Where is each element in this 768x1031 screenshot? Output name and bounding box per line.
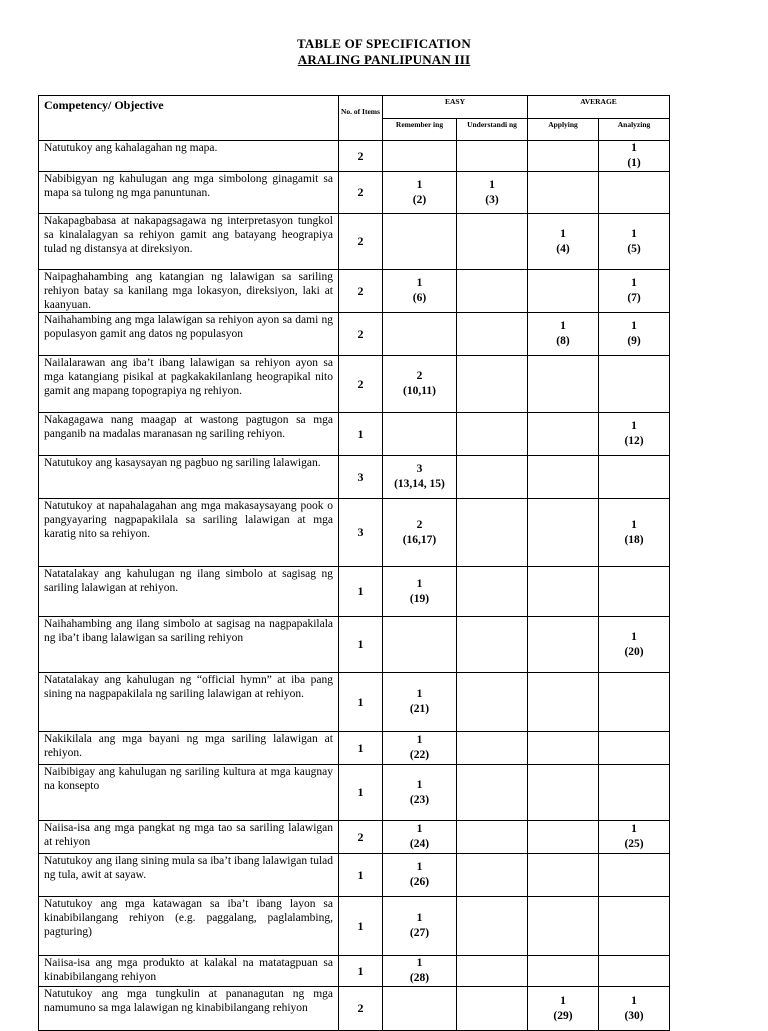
- applying-cell: [528, 456, 599, 499]
- understanding-cell: [457, 732, 528, 765]
- analyzing-cell: [599, 956, 670, 987]
- remembering-cell: [383, 617, 457, 673]
- header-analyzing: Analyzing: [599, 119, 670, 141]
- competency-cell: Naihahambing ang ilang simbolo at sagisag na nagpapakilala ng iba’t ibang lalawigan sa sariling rehiyon: [39, 617, 339, 673]
- analyzing-cell: [599, 897, 670, 956]
- applying-cell: [528, 214, 599, 270]
- applying-cell: [528, 567, 599, 617]
- applying-cell: [528, 956, 599, 987]
- analyzing-cell: [599, 854, 670, 897]
- table-row: [39, 413, 670, 456]
- understanding-cell: [457, 567, 528, 617]
- items-count-cell: 1: [339, 732, 383, 765]
- analyzing-cell: [599, 270, 670, 313]
- competency-cell: Natutukoy ang mga katawagan sa iba’t ibang layon sa kinabibilangang rehiyon (e.g. paggalang, paglalambing, pagturing): [39, 897, 339, 956]
- competency-cell: Naiisa-isa ang mga pangkat ng mga tao sa sariling lalawigan at rehiyon: [39, 821, 339, 854]
- analyzing-item-numbers: (18): [624, 533, 644, 546]
- items-count-cell: 2: [339, 987, 383, 1031]
- applying-cell: [528, 172, 599, 214]
- understanding-cell: [457, 765, 528, 821]
- remembering-cell: [383, 270, 457, 313]
- remembering-item-numbers: (10,11): [403, 385, 436, 397]
- remembering-cell: [383, 854, 457, 897]
- remembering-count: 2: [416, 518, 423, 531]
- competency-cell: Natatalakay ang kahulugan ng ilang simbolo at sagisag ng sariling lalawigan at rehiyon.: [39, 567, 339, 617]
- competency-cell: Naibibigay ang kahulugan ng sariling kultura at mga kaugnay na konsepto: [39, 765, 339, 821]
- analyzing-cell: [599, 732, 670, 765]
- document-title: TABLE OF SPECIFICATION: [297, 36, 471, 51]
- competency-cell: Natutukoy ang kasaysayan ng pagbuo ng sariling lalawigan.: [39, 456, 339, 499]
- remembering-item-numbers: (27): [409, 927, 430, 939]
- analyzing-count: 1: [631, 994, 637, 1007]
- analyzing-item-numbers: (1): [627, 157, 641, 169]
- applying-cell: [528, 897, 599, 956]
- remembering-item-numbers: (23): [409, 793, 430, 806]
- items-count-cell: 1: [339, 897, 383, 956]
- analyzing-cell: [599, 413, 670, 456]
- remembering-item-numbers: (19): [409, 592, 430, 605]
- analyzing-cell: [599, 172, 670, 214]
- remembering-cell: [383, 413, 457, 456]
- remembering-count: 1: [416, 861, 423, 873]
- table-body: [39, 141, 670, 1031]
- applying-count: 1: [560, 227, 566, 240]
- header-remembering: Remember ing: [383, 119, 457, 141]
- table-row: [39, 854, 670, 897]
- analyzing-item-numbers: (12): [624, 435, 644, 447]
- analyzing-cell: [599, 617, 670, 673]
- competency-cell: Nakikilala ang mga bayani ng mga sariling lalawigan at rehiyon.: [39, 732, 339, 765]
- applying-item-numbers: (4): [556, 242, 570, 255]
- table-row: [39, 567, 670, 617]
- remembering-item-numbers: (26): [409, 876, 430, 888]
- table-row: [39, 956, 670, 987]
- items-count-cell: 3: [339, 456, 383, 499]
- header-average: AVERAGE: [528, 96, 670, 119]
- remembering-count: 2: [416, 370, 423, 382]
- analyzing-cell: [599, 499, 670, 567]
- document-subtitle: ARALING PANLIPUNAN III: [297, 52, 471, 67]
- competency-cell: Nabibigyan ng kahulugan ang mga simbolong ginagamit sa mapa sa tulong ng mga panuntunan.: [39, 172, 339, 214]
- applying-cell: [528, 141, 599, 172]
- items-count-cell: 1: [339, 956, 383, 987]
- remembering-cell: [383, 356, 457, 413]
- applying-cell: [528, 821, 599, 854]
- remembering-cell: [383, 821, 457, 854]
- items-count-cell: 1: [339, 854, 383, 897]
- table-row: [39, 456, 670, 499]
- remembering-cell: [383, 141, 457, 172]
- competency-cell: Nailalarawan ang iba’t ibang lalawigan sa rehiyon ayon sa mga katangiang pisikal at pagkakakilanlang heograpikal nito gamit ang mapang topograpiya ng rehiyon.: [39, 356, 339, 413]
- items-count-cell: 1: [339, 567, 383, 617]
- competency-cell: Natutukoy ang mga tungkulin at pananagutan ng mga namumuno sa mga lalawigan ng kinabibilangang rehiyon: [39, 987, 339, 1031]
- understanding-cell: [457, 617, 528, 673]
- understanding-count: 1: [489, 178, 495, 191]
- table-row: [39, 897, 670, 956]
- analyzing-count: 1: [631, 142, 637, 154]
- table-row: [39, 617, 670, 673]
- applying-count: 1: [560, 994, 566, 1007]
- remembering-item-numbers: (21): [409, 703, 430, 715]
- items-count-cell: 2: [339, 356, 383, 413]
- items-count-cell: 2: [339, 270, 383, 313]
- understanding-cell: [457, 956, 528, 987]
- remembering-cell: [383, 499, 457, 567]
- items-count-cell: 2: [339, 313, 383, 356]
- table-row: [39, 765, 670, 821]
- remembering-item-numbers: (24): [409, 838, 430, 850]
- understanding-cell: [457, 673, 528, 732]
- remembering-count: 3: [416, 463, 423, 475]
- applying-cell: [528, 673, 599, 732]
- items-count-cell: 2: [339, 821, 383, 854]
- items-count-cell: 3: [339, 499, 383, 567]
- table-row: [39, 270, 670, 313]
- remembering-count: 1: [416, 688, 423, 700]
- table-row: [39, 172, 670, 214]
- analyzing-count: 1: [631, 277, 637, 289]
- understanding-cell: [457, 456, 528, 499]
- applying-cell: [528, 765, 599, 821]
- remembering-item-numbers: (16,17): [402, 533, 437, 546]
- remembering-count: 1: [416, 912, 423, 924]
- analyzing-item-numbers: (5): [627, 242, 641, 255]
- analyzing-count: 1: [631, 823, 637, 835]
- analyzing-count: 1: [631, 518, 637, 531]
- header-applying: Applying: [528, 119, 599, 141]
- understanding-cell: [457, 413, 528, 456]
- remembering-cell: [383, 313, 457, 356]
- remembering-cell: [383, 732, 457, 765]
- remembering-count: 1: [416, 957, 423, 969]
- analyzing-count: 1: [631, 420, 637, 432]
- table-row: [39, 141, 670, 172]
- analyzing-count: 1: [631, 227, 637, 240]
- analyzing-item-numbers: (30): [624, 1009, 644, 1022]
- table-row: [39, 313, 670, 356]
- analyzing-cell: [599, 313, 670, 356]
- applying-item-numbers: (29): [553, 1009, 573, 1022]
- analyzing-item-numbers: (7): [627, 292, 641, 304]
- remembering-cell: [383, 673, 457, 732]
- analyzing-cell: [599, 356, 670, 413]
- understanding-cell: [457, 172, 528, 214]
- understanding-cell: [457, 214, 528, 270]
- table-row: [39, 673, 670, 732]
- items-count-cell: 1: [339, 617, 383, 673]
- remembering-item-numbers: (13,14, 15): [394, 478, 445, 490]
- remembering-cell: [383, 172, 457, 214]
- analyzing-cell: [599, 821, 670, 854]
- items-count-cell: 2: [339, 172, 383, 214]
- items-count-cell: 2: [339, 214, 383, 270]
- remembering-count: 1: [416, 277, 423, 289]
- remembering-count: 1: [416, 178, 423, 191]
- applying-cell: [528, 499, 599, 567]
- analyzing-cell: [599, 456, 670, 499]
- competency-cell: Nakapagbabasa at nakapagsagawa ng interpretasyon tungkol sa kinalalagyan sa rehiyon gamit ang batayang heograpiya tulad ng distansya at direksiyon.: [39, 214, 339, 270]
- competency-cell: Nakagagawa nang maagap at wastong pagtugon sa mga panganib na madalas maranasan ng sariling rehiyon.: [39, 413, 339, 456]
- items-count-cell: 1: [339, 673, 383, 732]
- applying-cell: [528, 356, 599, 413]
- competency-cell: Natutukoy ang ilang sining mula sa iba’t ibang lalawigan tulad ng tula, awit at sayaw.: [39, 854, 339, 897]
- applying-count: 1: [560, 320, 566, 332]
- analyzing-cell: [599, 141, 670, 172]
- understanding-cell: [457, 854, 528, 897]
- competency-cell: Naipaghahambing ang katangian ng lalawigan sa sariling rehiyon batay sa kanilang mga lokasyon, direksiyon, laki at kaanyuan.: [39, 270, 339, 313]
- table-row: [39, 499, 670, 567]
- remembering-cell: [383, 567, 457, 617]
- header-easy: EASY: [383, 96, 528, 119]
- header-no-of-items: No. of Items: [339, 96, 383, 141]
- remembering-count: 1: [416, 734, 423, 746]
- analyzing-item-numbers: (25): [624, 838, 644, 850]
- header-competency: Competency/ Objective: [39, 96, 339, 141]
- remembering-cell: [383, 456, 457, 499]
- remembering-cell: [383, 214, 457, 270]
- remembering-item-numbers: (22): [409, 749, 430, 761]
- items-count-cell: 1: [339, 765, 383, 821]
- items-count-cell: 2: [339, 141, 383, 172]
- applying-item-numbers: (8): [556, 335, 570, 347]
- understanding-cell: [457, 313, 528, 356]
- applying-cell: [528, 270, 599, 313]
- remembering-cell: [383, 897, 457, 956]
- remembering-count: 1: [416, 778, 423, 791]
- analyzing-cell: [599, 765, 670, 821]
- specification-table: [38, 95, 670, 1031]
- table-row: [39, 732, 670, 765]
- remembering-item-numbers: (28): [409, 972, 430, 984]
- understanding-cell: [457, 270, 528, 313]
- understanding-cell: [457, 141, 528, 172]
- competency-cell: Natutukoy ang kahalagahan ng mapa.: [39, 141, 339, 172]
- items-count-cell: 1: [339, 413, 383, 456]
- understanding-item-numbers: (3): [485, 193, 499, 206]
- competency-cell: Natutukoy at napahalagahan ang mga makasaysayang pook o pangyayaring nagpapakilala sa sariling lalawigan at mga karatig nito sa rehiyon.: [39, 499, 339, 567]
- remembering-count: 1: [416, 823, 423, 835]
- applying-cell: [528, 413, 599, 456]
- competency-cell: Naiisa-isa ang mga produkto at kalakal na matatagpuan sa kinabibilangang rehiyon: [39, 956, 339, 987]
- applying-cell: [528, 617, 599, 673]
- understanding-cell: [457, 821, 528, 854]
- analyzing-cell: [599, 673, 670, 732]
- analyzing-cell: [599, 567, 670, 617]
- table-row: [39, 356, 670, 413]
- analyzing-item-numbers: (9): [627, 335, 641, 347]
- analyzing-item-numbers: (20): [624, 645, 644, 658]
- analyzing-count: 1: [631, 320, 637, 332]
- remembering-cell: [383, 765, 457, 821]
- table-row: [39, 214, 670, 270]
- analyzing-cell: [599, 214, 670, 270]
- remembering-cell: [383, 956, 457, 987]
- remembering-item-numbers: (2): [412, 193, 427, 206]
- competency-cell: Naihahambing ang mga lalawigan sa rehiyon ayon sa dami ng populasyon gamit ang datos ng populasyon: [39, 313, 339, 356]
- understanding-cell: [457, 897, 528, 956]
- remembering-item-numbers: (6): [412, 292, 427, 304]
- understanding-cell: [457, 356, 528, 413]
- applying-cell: [528, 854, 599, 897]
- header-understanding: Understandi ng: [457, 119, 528, 141]
- remembering-count: 1: [416, 577, 423, 590]
- understanding-cell: [457, 499, 528, 567]
- competency-cell: Natatalakay ang kahulugan ng “official hymn” at iba pang sining na nagpapakilala ng sariling lalawigan at rehiyon.: [39, 673, 339, 732]
- applying-cell: [528, 313, 599, 356]
- applying-cell: [528, 732, 599, 765]
- analyzing-count: 1: [631, 630, 637, 643]
- table-row: [39, 821, 670, 854]
